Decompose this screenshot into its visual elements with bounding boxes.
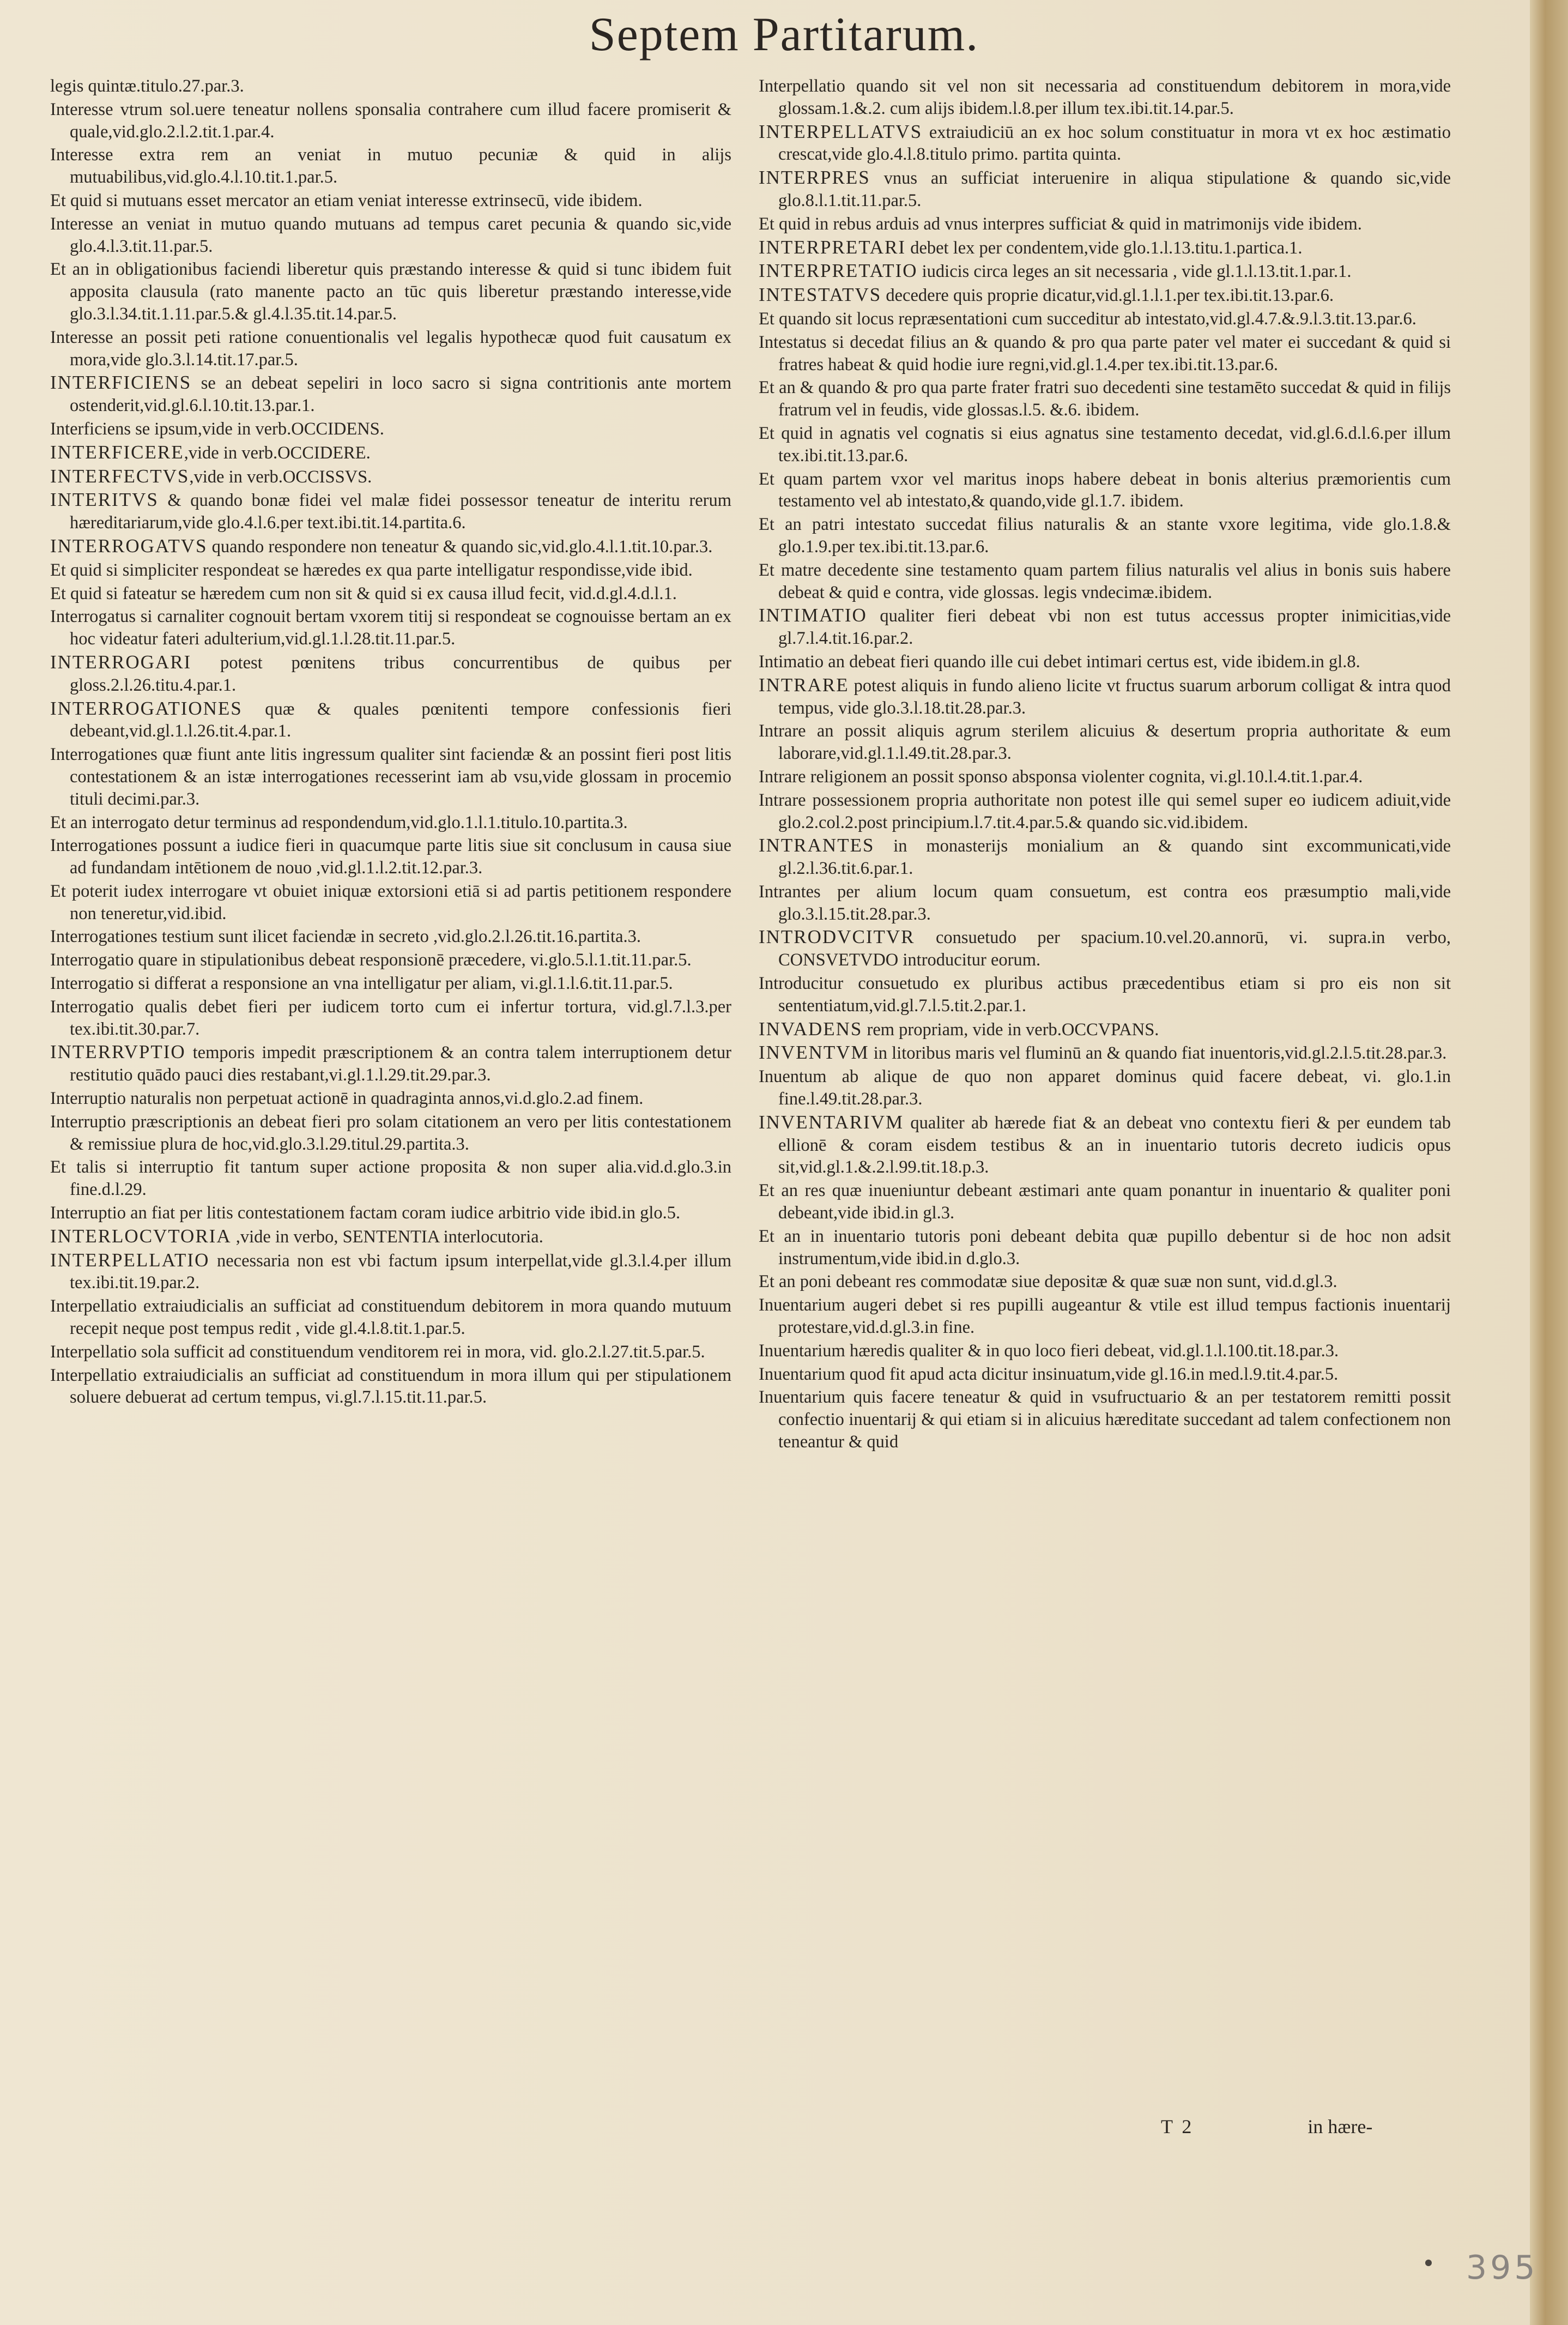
entry-text: Interrogatus si carnaliter cognouit bertam vxorem titij si respondeat se cognouisse bertam an ex hoc videatur fateri adulterium,vid.gl.1.l.28.tit.11.par.5.: [50, 607, 731, 649]
entry-headword: INTERPELLATIO: [50, 1249, 210, 1271]
entry-text: Introducitur consuetudo ex pluribus actibus præcedentibus etiam si pro eis non sit sententiatum,vid.gl.7.l.5.tit.2.par.1.: [759, 974, 1451, 1016]
index-entry: [759, 377, 1451, 421]
index-entry: [759, 1271, 1451, 1293]
index-entry: [759, 1225, 1451, 1270]
index-entry: [50, 1364, 731, 1409]
entry-headword: INTERPRETARI: [759, 236, 906, 258]
entry-text: qualiter ab hærede fiat & an debeat vno contextu fieri & per eundem tab ellionē & coram eisdem testibus & an in inuentario tutoris decreto iudicis opus sit,vid.gl.1.&.2.l.99.tit.18.p.3.: [778, 1113, 1451, 1177]
entry-text: Et an poni debeant res commodatæ siue depositæ & quæ suæ non sunt, vid.d.gl.3.: [759, 1272, 1337, 1292]
entry-text: Intrantes per alium locum quam consuetum, est contra eos præsumptio mali,vide glo.3.l.15.tit.28.par.3.: [759, 881, 1451, 924]
entry-headword: INTERPELLATVS: [759, 120, 923, 142]
entry-text: Et quid si simpliciter respondeat se hæredes ex qua parte intelligatur respondisse,vide ibid.: [50, 560, 693, 580]
index-entry: [759, 260, 1451, 283]
entry-headword: INTIMATIO: [759, 605, 867, 626]
catchword: in hære-: [1307, 2116, 1373, 2137]
book-spine-edge: [1530, 0, 1568, 2325]
index-entry: [759, 167, 1451, 212]
entry-text: in litoribus maris vel fluminū an & quando fiat inuentoris,vid.gl.2.l.5.tit.28.par.3.: [869, 1043, 1447, 1064]
index-entry: [50, 535, 731, 558]
index-entry: [50, 418, 731, 440]
entry-text: quæ & quales pœnitenti tempore confessionis fieri debeant,vid.gl.1.l.26.tit.4.par.1.: [70, 699, 731, 741]
index-entry: [50, 190, 731, 212]
entry-text: qualiter fieri debeat vbi non est tutus accessus propter inimicitias,vide gl.7.l.4.tit.16.par.2.: [778, 606, 1451, 649]
index-entry: [50, 489, 731, 534]
index-entry: [50, 949, 731, 971]
index-entry: [759, 468, 1451, 513]
index-entry: [759, 1363, 1451, 1386]
handwritten-page-number: 395: [1466, 2249, 1539, 2287]
entry-headword: INVADENS: [759, 1018, 863, 1040]
entry-text: extraiudiciū an ex hoc solum constituatur in mora vt ex hoc æstimatio crescat,vide glo.4.l.8.titulo primo. partita quinta.: [778, 122, 1451, 165]
page-footer: [1161, 2115, 1372, 2138]
entry-text: Interesse vtrum sol.uere teneatur nollens sponsalia contrahere cum illud facere promiserit & quale,vid.glo.2.l.2.tit.1.par.4.: [50, 99, 731, 142]
index-entry: [759, 308, 1451, 330]
entry-headword: INVENTVM: [759, 1042, 869, 1064]
index-entry: [50, 651, 731, 697]
entry-text: ,vide in verb.OCCISSVS.: [189, 467, 372, 487]
index-entry: [50, 442, 731, 464]
entry-headword: INTERROGARI: [50, 651, 192, 673]
entry-text: Interrogationes testium sunt ilicet faciendæ in secreto ,vid.glo.2.l.26.tit.16.partita.3.: [50, 927, 641, 947]
entry-headword: INTERRVPTIO: [50, 1041, 186, 1063]
index-entry: [759, 559, 1451, 604]
left-column: [50, 75, 731, 2169]
entry-text: temporis impedit præscriptionem & an contra talem interruptionem detur restitutio quādo pauci dies restabant,vi.gl.1.l.29.tit.29.par.3.: [70, 1043, 731, 1085]
index-entry: [50, 327, 731, 371]
entry-text: Et an in obligationibus faciendi liberetur quis præstando interesse & quid si tunc ibidem fuit apposita clausula (rato manente pacto an tūc quis liberetur præstando interesse,vide glo.3.l.34.tit.1.11.par.5.& gl.4.l.35.tit.14.par.5.: [50, 259, 731, 324]
index-entry: [50, 1156, 731, 1201]
entry-text: in monasterijs monialium an & quando sint excommunicati,vide gl.2.l.36.tit.6.par.1.: [778, 836, 1451, 879]
entry-text: Interpellatio quando sit vel non sit necessaria ad constituendum debitorem in mora,vide glossam.1.&.2. cum alijs ibidem.l.8.per illum tex.ibi.tit.14.par.5.: [759, 76, 1451, 118]
entry-text: Interrogationes quæ fiunt ante litis ingressum qualiter sint faciendæ & an possint fieri post litis contestationem & an istæ interrogationes recesserint iam ab vsu,vide glossam in procemio tituli decimi.par.3.: [50, 745, 731, 809]
entry-text: Inuentarium quod fit apud acta dicitur insinuatum,vide gl.16.in med.l.9.tit.4.par.5.: [759, 1364, 1339, 1384]
entry-text: Interrogationes possunt a iudice fieri in quacumque parte litis siue sit conclusum in causa siue ad fundandam intētionem de nouo ,vid.gl.1.l.2.tit.12.par.3.: [50, 836, 731, 878]
entry-text: ,vide in verb.OCCIDERE.: [184, 443, 371, 463]
signature-mark: T 2: [1161, 2116, 1194, 2137]
entry-text: Interpellatio extraiudicialis an sufficiat ad constituendum in mora illum qui per stipulationem soluere debuerat ad certum tempus, vi.gl.7.l.15.tit.11.par.5.: [50, 1365, 731, 1408]
index-entry: [759, 881, 1451, 926]
entry-text: Et an patri intestato succedat filius naturalis & an stante vxore legitima, vide glo.1.8.& glo.1.9.per tex.ibi.tit.13.par.6.: [759, 515, 1451, 557]
index-entry: [759, 835, 1451, 880]
index-entry: [759, 674, 1451, 720]
entry-text: vnus an sufficiat interuenire in aliqua stipulatione & quando sic,vide glo.8.l.1.tit.11.par.5.: [778, 168, 1451, 210]
entry-text: quando respondere non teneatur & quando sic,vid.glo.4.l.1.tit.10.par.3.: [207, 536, 713, 557]
index-entry: [50, 559, 731, 582]
index-entry: [759, 1180, 1451, 1224]
index-entry: [50, 1225, 731, 1248]
entry-text: Inuentum ab alique de quo non apparet dominus quid facere debeat, vi. glo.1.in fine.l.49.tit.28.par.3.: [759, 1067, 1451, 1109]
entry-headword: INTERROGATIONES: [50, 697, 243, 719]
entry-text: Interpellatio sola sufficit ad constituendum venditorem rei in mora, vid. glo.2.l.27.tit.5.par.5.: [50, 1342, 705, 1362]
index-entry: [50, 698, 731, 743]
entry-text: consuetudo per spacium.10.vel.20.annorū, vi. supra.in verbo, CONSVETVDO introducitur eorum.: [778, 928, 1451, 970]
entry-headword: INTERFECTVS: [50, 465, 190, 487]
entry-text: Interficiens se ipsum,vide in verb.OCCIDENS.: [50, 419, 384, 439]
index-entry: [50, 812, 731, 834]
ink-dot: [1425, 2260, 1432, 2266]
index-entry: [50, 926, 731, 948]
index-entry: [50, 1249, 731, 1295]
index-entry: [50, 1041, 731, 1086]
entry-headword: INTRARE: [759, 674, 849, 696]
entry-text: Et an in inuentario tutoris poni debeant debita quæ pupillo debentur si de hoc non adsit instrumentum,vide ibid.in d.glo.3.: [759, 1226, 1451, 1269]
entry-text: Et an & quando & pro qua parte frater fratri suo decedenti sine testamēto succedat & quid in filijs fratrum vel in feudis, vide glossas.l.5. &.6. ibidem.: [759, 378, 1451, 420]
index-entry: [50, 75, 731, 98]
index-entry: [759, 75, 1451, 120]
entry-text: rem propriam, vide in verb.OCCVPANS.: [862, 1019, 1159, 1040]
index-entry: [759, 720, 1451, 765]
index-entry: [50, 466, 731, 488]
entry-headword: INTESTATVS: [759, 284, 882, 306]
index-entry: [759, 1066, 1451, 1110]
entry-text: debet lex per condentem,vide glo.1.l.13.titu.1.partica.1.: [906, 238, 1303, 258]
entry-text: legis quintæ.titulo.27.par.3.: [50, 76, 244, 96]
entry-text: Et quid si fateatur se hæredem cum non sit & quid si ex causa illud fecit, vid.d.gl.4.d.l.1.: [50, 583, 677, 603]
index-entry: [759, 422, 1451, 467]
index-entry: [759, 1018, 1451, 1041]
index-entry: [759, 1386, 1451, 1453]
entry-headword: INTERFICIENS: [50, 372, 192, 394]
entry-text: Et talis si interruptio fit tantum super actione proposita & non super alia.vid.d.glo.3.in fine.d.l.29.: [50, 1157, 731, 1200]
index-entry: [50, 144, 731, 189]
entry-text: iudicis circa leges an sit necessaria , vide gl.1.l.13.tit.1.par.1.: [917, 262, 1352, 282]
index-entry: [759, 331, 1451, 376]
entry-text: Intrare religionem an possit sponso absponsa violenter cognita, vi.gl.10.l.4.tit.1.par.4.: [759, 766, 1363, 787]
entry-text: Et quid in agnatis vel cognatis si eius agnatus sine testamento decedat, vid.gl.6.d.l.6.per illum tex.ibi.tit.13.par.6.: [759, 423, 1451, 466]
index-entry: [759, 605, 1451, 650]
entry-text: Et matre decedente sine testamento quam partem filius naturalis vel alius in bonis suis habere debeat & quid e contra, vide glossas. legis vndecimæ.ibidem.: [759, 560, 1451, 602]
entry-text: Intrare an possit aliquis agrum sterilem alicuius & desertum propria authoritate & eum laborare,vid.gl.1.l.49.tit.28.par.3.: [759, 721, 1451, 764]
index-entry: [50, 1295, 731, 1340]
entry-text: se an debeat sepeliri in loco sacro si signa contritionis ante mortem ostenderit,vid.gl.6.l.10.tit.13.par.1.: [70, 373, 731, 416]
index-entry: [50, 372, 731, 417]
entry-headword: INTERPRES: [759, 167, 870, 189]
index-entry: [50, 606, 731, 650]
entry-text: Interrogatio quare in stipulationibus debeat responsionē præcedere, vi.glo.5.l.1.tit.11.par.5.: [50, 950, 692, 970]
index-entry: [50, 880, 731, 925]
entry-text: Inuentarium hæredis qualiter & in quo loco fieri debeat, vid.gl.1.l.100.tit.18.par.3.: [759, 1340, 1339, 1361]
entry-text: Et quid in rebus arduis ad vnus interpres sufficiat & quid in matrimonijs vide ibidem.: [759, 214, 1362, 234]
entry-headword: INTRANTES: [759, 835, 875, 856]
index-entry: [50, 744, 731, 810]
entry-text: necessaria non est vbi factum ipsum interpellat,vide gl.3.l.4.per illum tex.ibi.tit.19.par.2.: [70, 1251, 731, 1293]
entry-text: Interruptio an fiat per litis contestationem factam coram iudice arbitrio vide ibid.in glo.5.: [50, 1203, 681, 1223]
index-entry: [50, 1111, 731, 1156]
index-entry: [759, 284, 1451, 307]
index-entry: [759, 514, 1451, 558]
entry-text: & quando bonæ fidei vel malæ fidei possessor teneatur de interitu rerum hæreditariarum,vide glo.4.l.6.per text.ibi.tit.14.partita.6.: [70, 491, 731, 533]
entry-headword: INTERPRETATIO: [759, 260, 918, 282]
index-entry: [50, 1202, 731, 1224]
entry-text: Et poterit iudex interrogare vt obuiet iniquæ extorsioni etiā si ad partis petitionem respondere non teneretur,vid.ibid.: [50, 881, 731, 923]
entry-text: Interruptio naturalis non perpetuat actionē in quadraginta annos,vi.d.glo.2.ad finem.: [50, 1089, 644, 1109]
entry-text: Intrare possessionem propria authoritate non potest ille qui semel super eo iudicem adiuit,vide glo.2.col.2.post principium.l.7.tit.4.par.5.& quando sic.vid.ibidem.: [759, 790, 1451, 832]
index-entry: [759, 651, 1451, 673]
entry-text: Interpellatio extraiudicialis an sufficiat ad constituendum debitorem in mora quando mutuum recepit neque post tempus redit , vide gl.4.l.8.tit.1.par.5.: [50, 1296, 731, 1339]
entry-text: Interesse an possit peti ratione conuentionalis vel legalis hypothecæ quod fuit causatum ex mora,vide glo.3.l.14.tit.17.par.5.: [50, 327, 731, 370]
index-entry: [50, 258, 731, 325]
entry-text: Et quid si mutuans esset mercator an etiam veniat interesse extrinsecū, vide ibidem.: [50, 190, 643, 210]
entry-headword: INTERLOCVTORIA: [50, 1225, 232, 1247]
entry-text: Interesse an veniat in mutuo quando mutuans ad tempus caret pecunia & quando sic,vide glo.4.l.3.tit.11.par.5.: [50, 214, 731, 256]
entry-headword: INVENTARIVM: [759, 1111, 904, 1133]
entry-headword: INTRODVCITVR: [759, 926, 915, 948]
entry-text: Interruptio præscriptionis an debeat fieri pro solam citationem an vero per litis contestationem & remissiue plura de hoc,vid.glo.3.l.29.titul.29.partita.3.: [50, 1112, 731, 1154]
entry-text: Et quam partem vxor vel maritus inops habere debeat in bonis alterius præmorientis cum testamento vel ab intestato,& quando,vide gl.1.7. ibidem.: [759, 469, 1451, 511]
index-entry: [50, 835, 731, 879]
entry-text: Intimatio an debeat fieri quando ille cui debet intimari certus est, vide ibidem.in gl.8.: [759, 651, 1360, 672]
index-entry: [759, 1340, 1451, 1362]
index-entry: [759, 213, 1451, 235]
entry-text: decedere quis proprie dicatur,vid.gl.1.l.1.per tex.ibi.tit.13.par.6.: [881, 286, 1334, 306]
entry-text: ,vide in verbo, SENTENTIA interlocutoria.: [231, 1227, 543, 1247]
entry-headword: INTERFICERE: [50, 441, 184, 463]
index-entry: [759, 1042, 1451, 1065]
entry-text: Et quando sit locus repræsentationi cum succeditur ab intestato,vid.gl.4.7.&.9.l.3.tit.13.par.6.: [759, 309, 1416, 329]
entry-text: Inuentarium quis facere teneatur & quid in vsufructuario & an per testatorem remitti possit confectio inuentarij & qui etiam si in alicuius hæreditate succedant ad talem confectionem non teneantur & quid: [759, 1387, 1451, 1452]
index-entry: [50, 1088, 731, 1110]
running-head: Septem Partitarum.: [589, 8, 979, 61]
index-entry: [759, 789, 1451, 834]
index-entry: [759, 1294, 1451, 1339]
index-entry: [50, 213, 731, 258]
entry-text: Et an interrogato detur terminus ad respondendum,vid.glo.1.l.1.titulo.10.partita.3.: [50, 812, 628, 832]
index-entry: [50, 996, 731, 1041]
index-entry: [50, 583, 731, 605]
index-entry: [50, 973, 731, 995]
entry-headword: INTERROGATVS: [50, 535, 208, 557]
entry-text: Et an res quæ inueniuntur debeant æstimari ante quam ponantur in inuentario & qualiter poni debeant,vide ibid.in gl.3.: [759, 1181, 1451, 1223]
index-entry: [50, 1341, 731, 1363]
entry-text: Interesse extra rem an veniat in mutuo pecuniæ & quid in alijs mutuabilibus,vid.glo.4.l.10.tit.1.par.5.: [50, 145, 731, 188]
entry-text: Intestatus si decedat filius an & quando & pro qua parte pater vel mater ei succedant & quid si fratres habeat & quid hodie iure regni,vid.gl.1.4.per tex.ibi.tit.13.par.6.: [759, 332, 1451, 375]
index-entry: [759, 121, 1451, 166]
index-entry: [759, 237, 1451, 259]
index-entry: [759, 926, 1451, 971]
entry-text: potest aliquis in fundo alieno licite vt fructus suarum arborum colligat & intra quod tempus, vide glo.3.l.18.tit.28.par.3.: [778, 675, 1451, 718]
right-column: [759, 75, 1451, 2169]
index-entry: [50, 99, 731, 143]
index-entry: [759, 766, 1451, 788]
entry-text: Interrogatio si differat a responsione an vna intelligatur per aliam, vi.gl.1.l.6.tit.11.par.5.: [50, 974, 673, 994]
entry-headword: INTERITVS: [50, 489, 159, 511]
entry-text: Interrogatio qualis debet fieri per iudicem torto cum ei infertur tortura, vid.gl.7.l.3.per tex.ibi.tit.30.par.7.: [50, 997, 731, 1039]
index-entry: [759, 973, 1451, 1017]
entry-text: Inuentarium augeri debet si res pupilli augeantur & vtile est illud tempus factionis inuentarij protestare,vid.d.gl.3.in fine.: [759, 1295, 1451, 1338]
entry-text: potest pœnitens tribus concurrentibus de quibus per gloss.2.l.26.titu.4.par.1.: [70, 653, 731, 695]
index-entry: [759, 1112, 1451, 1179]
